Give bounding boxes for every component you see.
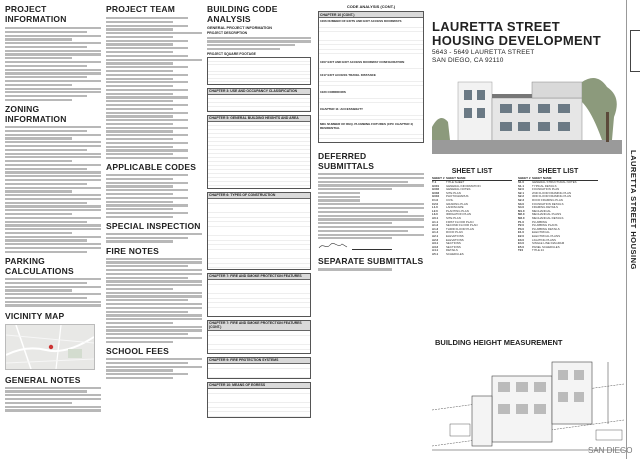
- sheet-name: MECHANICAL DETAILS: [532, 215, 564, 220]
- sheet-name: 3RD FLOOR FRAMING PLAN: [532, 194, 572, 199]
- sheet-name: PHOTOGRAPHS: [446, 194, 469, 199]
- project-team-heading: PROJECT TEAM: [106, 4, 175, 14]
- sheet-name: SECOND FLOOR PLAN: [446, 223, 478, 228]
- sheet-name: SECTIONS: [446, 241, 461, 246]
- sheet-number: E5.0: [518, 244, 524, 249]
- code-analysis-cont-heading: CODE ANALYSIS (CONT.): [346, 4, 396, 9]
- sheet-name: DETAILS: [446, 248, 458, 253]
- sheet-number: L1.0: [432, 205, 438, 210]
- sheet-number: T24: [518, 248, 523, 253]
- sheet-name: SITE PLAN: [446, 190, 461, 195]
- sheet-name: GENERAL NOTES: [446, 187, 471, 192]
- chapter6-header: CHAPTER 6: TYPES OF CONSTRUCTION: [208, 193, 310, 199]
- sheet-name: MECHANICAL: [532, 208, 551, 213]
- side-title-logo: [630, 30, 640, 72]
- sheet-number: E2.0: [518, 233, 524, 238]
- sheet-name: GENERAL INFORMATION: [446, 183, 481, 188]
- project-description-label: PROJECT DESCRIPTION: [207, 31, 248, 35]
- building-rendering: [432, 72, 622, 154]
- vicinity-map: [5, 324, 95, 370]
- project-team-list: [106, 17, 202, 159]
- chapter9-table: [207, 357, 311, 379]
- sheet-number: A3.2: [432, 244, 439, 249]
- sheet-number: A3.1: [432, 241, 439, 246]
- sheet-name: FOUNDATION DETAILS: [532, 201, 564, 206]
- sheet-list-left-items: [432, 181, 512, 256]
- project-information-table: [5, 27, 101, 101]
- chapter5-header: CHAPTER 5: GENERAL BUILDING HEIGHTS AND AREA: [208, 116, 310, 122]
- column-project-info: [5, 4, 101, 413]
- chapter5-table: [207, 115, 311, 189]
- sheet-number: A1.4: [432, 230, 439, 235]
- sheet-name: IRRIGATION PLAN: [446, 212, 472, 217]
- sheet-name: ELECTRICAL: [532, 230, 550, 235]
- sheet-name: TITLE 24: [532, 248, 544, 253]
- sheet-number: L2.0: [432, 208, 438, 213]
- fire-notes-text: [106, 258, 202, 343]
- building-height-heading: BUILDING HEIGHT MEASUREMENT: [435, 338, 563, 347]
- sheet-name: GENERAL STRUCTURAL NOTES: [532, 180, 577, 184]
- sheet-list-left-heading: SHEET LIST: [451, 168, 493, 175]
- sheet-number: A1.1: [432, 219, 439, 224]
- sheet-name: THIRD FLOOR PLAN: [446, 226, 474, 231]
- sheet-name: PLANTING PLAN: [446, 208, 469, 213]
- sheet-list-row: [518, 249, 598, 253]
- project-title-line1: LAURETTA STREET: [432, 19, 560, 34]
- school-fees-text: [106, 358, 202, 379]
- chapter11-header: CHAPTER 11: ACCESSIBILITY: [320, 106, 364, 111]
- sheet-name: TITLE SHEET: [446, 180, 465, 184]
- project-address-line2: SAN DIEGO, CA 92110: [432, 56, 504, 64]
- sheet-name: ELEVATIONS: [446, 233, 464, 238]
- sheet-number: P3.0: [518, 226, 524, 231]
- sheet-name: PLUMBING DETAILS: [532, 226, 560, 231]
- square-footage-table: [207, 57, 311, 85]
- sheet-number-col-header: SHEET #: [518, 176, 531, 180]
- general-project-info-label: GENERAL PROJECT INFORMATION: [207, 26, 273, 30]
- sheet-name: TYPICAL DETAILS: [532, 183, 557, 188]
- sheet-name: FRAMING DETAILS: [532, 205, 558, 210]
- corridors-header: 1020 CORRIDORS: [320, 89, 346, 94]
- sheet-number: S1.1: [518, 183, 524, 188]
- sheet-list-right-heading: SHEET LIST: [537, 168, 579, 175]
- sheet-number: S3.0: [518, 201, 524, 206]
- sheet-number: C1.0: [432, 197, 439, 202]
- separate-submittals-heading: SEPARATE SUBMITTALS: [318, 256, 424, 267]
- sheet-number: M3.0: [518, 215, 525, 220]
- parking-calculations-heading: PARKING CALCULATIONS: [5, 256, 74, 276]
- sheet-number: A1.2: [432, 223, 439, 228]
- sheet-number: G003: [432, 190, 440, 195]
- sheet-number: E3.0: [518, 237, 524, 242]
- sheet-name: LIGHTING PLANS: [532, 237, 556, 242]
- sheet-name: PLUMBING PLANS: [532, 223, 558, 228]
- exit-config-header: 1007 EXIT AND EXIT ACCESS DOORWAY CONFIGURATION: [320, 59, 405, 64]
- column-project-team: [106, 4, 202, 381]
- sheet-number: S2.0: [518, 187, 524, 192]
- sheet-number: S2.2: [518, 194, 524, 199]
- deferred-submittals-text: [318, 173, 424, 239]
- zoning-information-table: [5, 126, 101, 253]
- title-strip-divider: [626, 0, 627, 459]
- project-address-line1: 5643 - 5649 LAURETTA STREET: [432, 49, 535, 56]
- sheet-name: GRADING PLAN: [446, 201, 468, 206]
- project-title-line2: HOUSING DEVELOPMENT: [432, 32, 601, 48]
- sheet-name: SITE PLAN: [446, 215, 461, 220]
- sheet-name: PLUMBING: [532, 219, 548, 224]
- sheet-name: ELECTRICAL PLANS: [532, 233, 561, 238]
- chapter6-table: [207, 192, 311, 270]
- special-inspection-heading: SPECIAL INSPECTION: [106, 220, 201, 231]
- sheet-number: G002: [432, 187, 440, 192]
- chapter10-cont-header: CHAPTER 10 (CONT.): [319, 12, 423, 18]
- sheet-name: PANEL SCHEDULES: [532, 244, 560, 249]
- column-building-code: [207, 4, 311, 418]
- sheet-name: MECHANICAL PLANS: [532, 212, 562, 217]
- side-title: LAURETTA STREET HOUSING: [629, 150, 638, 270]
- applicable-codes-list: [106, 174, 202, 218]
- sheet-number: A4.1: [432, 248, 439, 253]
- sheet-number: A2.2: [432, 237, 439, 242]
- chapter10-header: CHAPTER 10: MEANS OF EGRESS: [208, 383, 310, 389]
- chapter3-table: [207, 88, 311, 112]
- sheet-number-col-header: SHEET #: [432, 176, 445, 180]
- sheet-number: A1.3: [432, 226, 439, 231]
- sheet-name-col-header: SHEET NAME: [532, 176, 552, 180]
- project-information-heading: PROJECT INFORMATION: [5, 4, 67, 24]
- sheet-name: ELEVATIONS: [446, 237, 464, 242]
- sheet-number: S2.3: [518, 197, 524, 202]
- special-inspection-text: [106, 233, 202, 243]
- sheet-number: T-1: [432, 180, 437, 184]
- sheet-name: LANDSCAPE: [446, 205, 464, 210]
- chapter10-table: [207, 382, 311, 418]
- sheet-number: A5.1: [432, 251, 439, 256]
- sheet-name: FOUNDATION PLAN: [532, 187, 560, 192]
- sheet-number: S1.0: [518, 180, 524, 184]
- sheet-name: 2ND FLOOR FRAMING PLAN: [532, 190, 572, 195]
- sheet-number: S4.0: [518, 205, 524, 210]
- sheet-list-right: [518, 168, 598, 253]
- building-code-analysis-heading: BUILDING CODE ANALYSIS: [207, 4, 278, 24]
- plumbing-header: MIN. NUMBER OF REQ. PLUMBING FIXTURES (CPC CHAPTER 4) RESIDENTIAL: [320, 121, 414, 130]
- chapter7-table: [207, 273, 311, 317]
- sheet-number: P2.0: [518, 223, 524, 228]
- chapter10-cont-table: [318, 11, 424, 143]
- sheet-number: A2.1: [432, 233, 439, 238]
- sheet-number: A0.1: [432, 215, 439, 220]
- sheet-name: ROOF PLAN: [446, 230, 463, 235]
- column-code-cont: [318, 4, 424, 272]
- sheet-list-right-items: [518, 181, 598, 253]
- chapter7-header: CHAPTER 7: FIRE AND SMOKE PROTECTION FEATURES: [208, 274, 310, 280]
- general-notes-text: [5, 387, 101, 412]
- sheet-number: E4.0: [518, 241, 524, 246]
- signature-block: [318, 242, 424, 250]
- sheet-name: CIVIL: [446, 197, 454, 202]
- sheet-name: SINGLE LINE DIAGRAM: [532, 241, 565, 246]
- separate-submittals-text: [318, 268, 424, 270]
- chapter3-header: CHAPTER 3: USE AND OCCUPANCY CLASSIFICATION: [208, 89, 310, 95]
- sheet-name: SECTIONS: [446, 244, 461, 249]
- sheet-number: C2.0: [432, 201, 439, 206]
- sheet-number: G001: [432, 183, 440, 188]
- applicable-codes-heading: APPLICABLE CODES: [106, 162, 197, 173]
- sheet-number: S2.1: [518, 190, 524, 195]
- fire-notes-heading: FIRE NOTES: [106, 245, 160, 256]
- sheet-number: L3.0: [432, 212, 438, 217]
- sheet-name: SCHEDULES: [446, 251, 464, 256]
- project-square-footage-label: PROJECT SQUARE FOOTAGE: [207, 51, 256, 56]
- sheet-list-row: [432, 253, 512, 257]
- sheet-number: P1.0: [518, 219, 524, 224]
- deferred-submittals-heading: DEFERRED SUBMITTALS: [318, 151, 375, 171]
- parking-table: [5, 278, 101, 307]
- sheet-number: M2.0: [518, 212, 525, 217]
- zoning-information-heading: ZONING INFORMATION: [5, 104, 67, 125]
- vicinity-map-heading: VICINITY MAP: [5, 310, 65, 321]
- building-height-diagram: [432, 350, 624, 456]
- sheet-number: G004: [432, 194, 440, 199]
- project-title-block: [432, 20, 622, 64]
- chapter9-header: CHAPTER 9: FIRE PROTECTION SYSTEMS: [208, 358, 310, 364]
- chapter7b-header: CHAPTER 7: FIRE AND SMOKE PROTECTION FEATURES (CONT.): [208, 321, 310, 331]
- sheet-name: FIRST FLOOR PLAN: [446, 219, 474, 224]
- school-fees-heading: SCHOOL FEES: [106, 346, 169, 356]
- exits-header: 1006 NUMBER OF EXITS AND EXIT ACCESS DOORWAYS: [320, 18, 402, 23]
- sheet-name: ROOF FRAMING PLAN: [532, 197, 563, 202]
- sheet-number: E1.0: [518, 230, 524, 235]
- sheet-name-col-header: SHEET NAME: [446, 176, 466, 180]
- side-bottom-label: SAN DIEGO: [588, 446, 633, 455]
- general-notes-heading: GENERAL NOTES: [5, 374, 81, 385]
- sheet-list-left: [432, 168, 512, 256]
- sheet-number: M1.0: [518, 208, 525, 213]
- chapter7b-table: [207, 320, 311, 354]
- travel-distance-header: 1017 EXIT ACCESS TRAVEL DISTANCE: [320, 72, 376, 77]
